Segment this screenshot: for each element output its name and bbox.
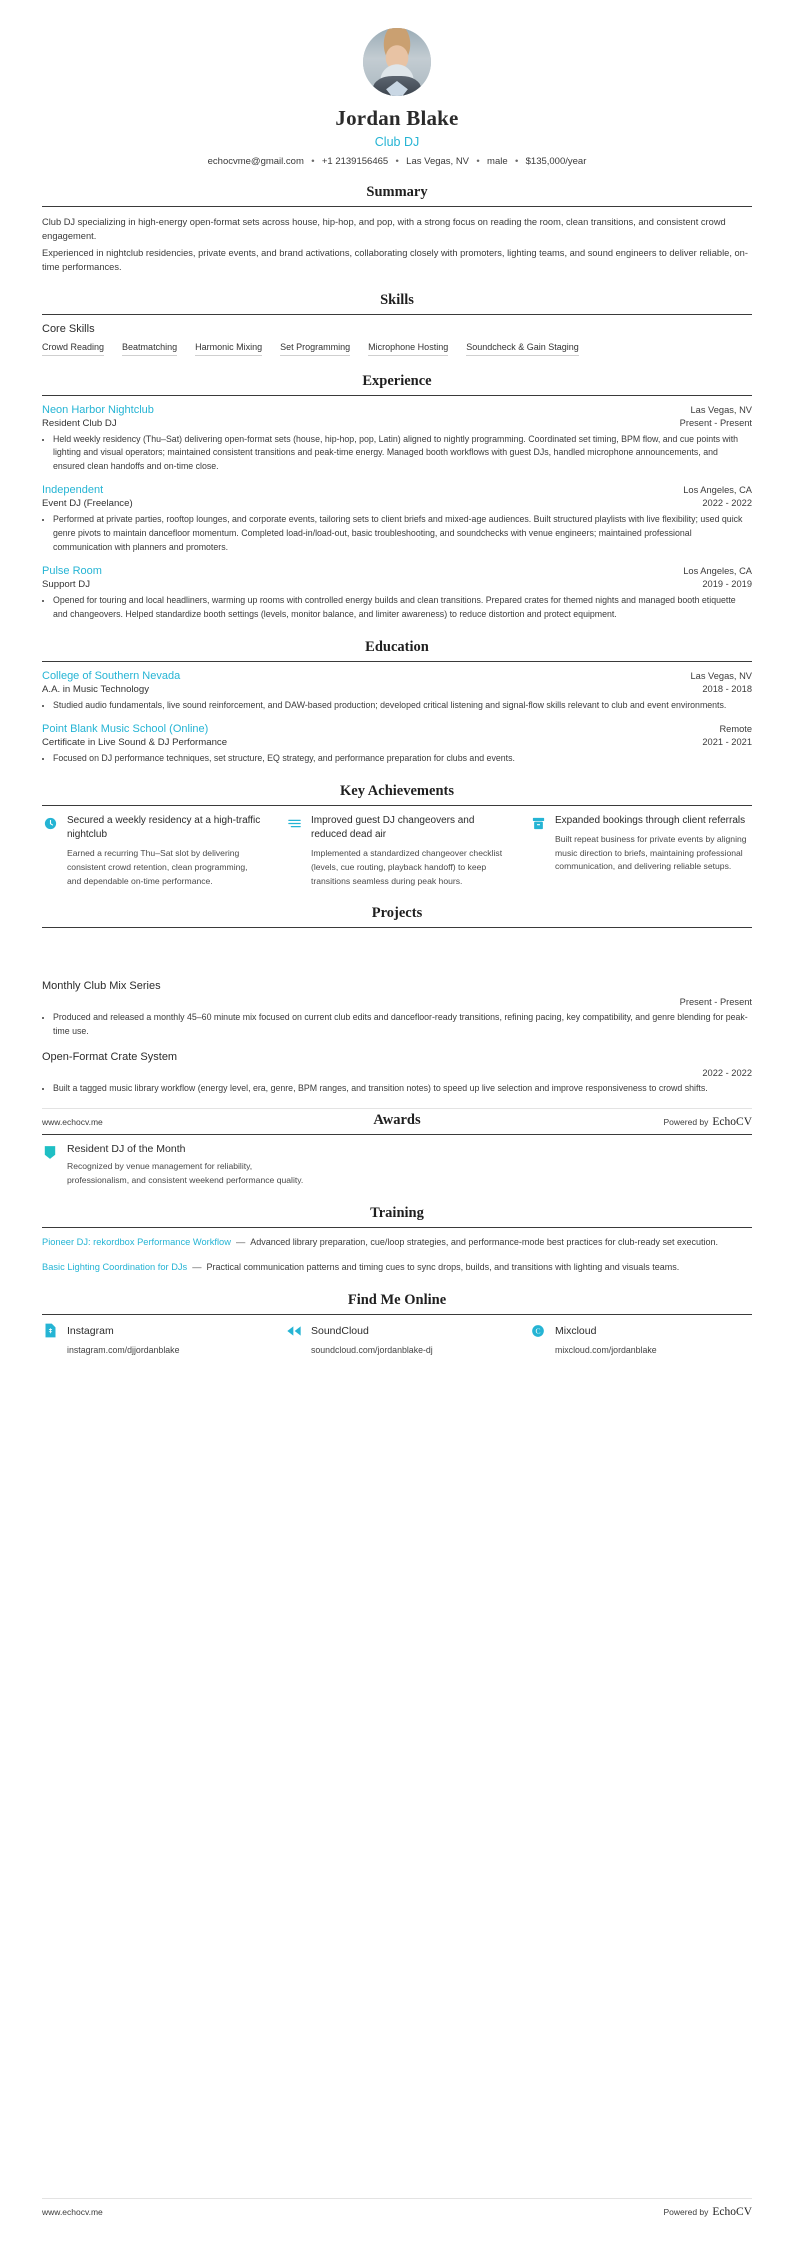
social-links-grid <box>42 1323 752 1355</box>
experience-dates: 2022 - 2022 <box>702 498 752 509</box>
footer-site[interactable]: www.echocv.me <box>42 1117 103 1127</box>
experience-organization[interactable]: Neon Harbor Nightclub <box>42 403 154 416</box>
experience-organization[interactable]: Pulse Room <box>42 565 102 578</box>
experience-role: Support DJ <box>42 579 90 591</box>
training-dash: — <box>235 1237 246 1248</box>
project-entry <box>42 1051 752 1096</box>
bullet-item: • Studied audio fundamentals, live sound reinforcement, and DAW-based production; developed critical listening and signal-flow skills relevant to club and event environments. <box>53 699 752 713</box>
training-description: Advanced library preparation, cue/loop strategies, and performance-mode best practices for club-ready set execution. <box>250 1237 718 1248</box>
social-link-label: Instagram <box>67 1324 114 1337</box>
footer-brand: EchoCV <box>712 1116 752 1128</box>
candidate-name: Jordan Blake <box>335 106 459 130</box>
footer-powered-by <box>664 2206 753 2218</box>
section-title-key-achievements: Key Achievements <box>340 782 454 799</box>
key-achievement-title: Expanded bookings through client referrals <box>555 814 746 826</box>
skill-item: Soundcheck & Gain Staging <box>466 342 579 356</box>
section-title-education: Education <box>365 638 429 655</box>
experience-location: Los Angeles, CA <box>683 485 752 496</box>
training-dash: — <box>192 1262 202 1273</box>
project-bullets <box>42 1011 752 1038</box>
contact-separator: • <box>311 156 315 167</box>
section-title-projects: Projects <box>371 905 423 922</box>
page-footer <box>42 1108 752 1128</box>
section-title-training: Training <box>370 1205 424 1222</box>
experience-entry <box>42 404 752 474</box>
award-title: Resident DJ of the Month <box>67 1143 186 1156</box>
key-achievement-title: Secured a weekly residency at a high-traffic nightclub <box>67 814 261 840</box>
bullet-item: • Opened for touring and local headliners, warming up rooms with controlled energy builds and clean transitions. Prepared crates for themed nights and managed booth etiquette and changeovers. Helped standardize booth settings (levels, monitor balance, and limiter awareness) to reduce distortion and protect equipment. <box>53 594 752 621</box>
contact-location: Las Vegas, NV <box>406 156 470 167</box>
bullet-item: • Produced and released a monthly 45–60 minute mix focused on current club edits and dancefloor-ready transitions, refining pacing, key compatibility, and genre blending for peak-time use. <box>53 1011 752 1038</box>
projects-body <box>42 980 752 1095</box>
social-link-url[interactable]: instagram.com/djjordanblake <box>67 1344 180 1355</box>
section-title-awards: Awards <box>373 1112 421 1129</box>
education-bullets <box>42 752 752 766</box>
section-title-summary: Summary <box>366 184 428 200</box>
section-key-achievements <box>42 783 752 889</box>
section-title-find-me-online: Find Me Online <box>347 1291 447 1308</box>
section-rule <box>42 1314 752 1315</box>
project-dates: 2022 - 2022 <box>702 1067 752 1078</box>
instagram-icon <box>42 1323 58 1339</box>
footer-powered-prefix: Powered by <box>663 1117 709 1127</box>
project-name: Monthly Club Mix Series <box>42 980 161 993</box>
contact-salary: $135,000/year <box>525 156 587 167</box>
experience-bullets <box>42 433 752 474</box>
key-achievement-item <box>42 814 264 889</box>
key-achievements-grid <box>42 814 752 889</box>
section-rule <box>42 805 752 806</box>
contact-gender: male <box>487 156 508 167</box>
svg-text:C: C <box>535 1326 541 1336</box>
project-name: Open-Format Crate System <box>42 1050 178 1063</box>
award-item <box>42 1143 752 1188</box>
bullet-item: • Performed at private parties, rooftop lounges, and corporate events, tailoring sets to client briefs and mixed-age audiences. Built structured playlists with live flexibility; used quick genre pivots to maintain dancefloor momentum. Completed load-in/load-out, basic troubleshooting, and soundchecks with venue engineers; maintained professional communication with planners and promoters. <box>53 513 752 554</box>
key-achievement-item <box>286 814 508 889</box>
social-link-label: SoundCloud <box>311 1324 369 1337</box>
archive-box-icon <box>530 815 547 832</box>
experience-location: Las Vegas, NV <box>690 404 752 415</box>
page-break-spacer <box>42 936 752 980</box>
skill-item: Set Programming <box>280 342 350 356</box>
contact-separator: • <box>476 156 480 167</box>
section-experience <box>42 373 752 622</box>
project-dates: Present - Present <box>679 997 752 1008</box>
experience-entry <box>42 484 752 554</box>
experience-role: Resident Club DJ <box>42 417 117 429</box>
avatar <box>363 28 431 96</box>
skill-item: Beatmatching <box>122 342 177 356</box>
footer-powered-by <box>664 1116 753 1128</box>
experience-bullets <box>42 513 752 554</box>
experience-location: Los Angeles, CA <box>683 566 752 577</box>
soundcloud-icon <box>286 1323 302 1339</box>
experience-role: Event DJ (Freelance) <box>42 498 133 510</box>
education-bullets <box>42 699 752 713</box>
section-rule <box>42 1134 752 1135</box>
bullet-item: • Held weekly residency (Thu–Sat) delivering open-format sets (house, hip-hop, pop, Latin) aligned to nightly programming. Coordinated set timing, BPM flow, and cue points with lighting and visual operators; maintained consistent transitions and peak-time energy. Managed booth workflows with guest DJs, handled microphone announcements, and ensured clean handoffs and on-time close. <box>53 433 752 474</box>
social-link-label: Mixcloud <box>555 1324 597 1337</box>
social-link-item[interactable] <box>42 1323 264 1355</box>
experience-dates: Present - Present <box>679 417 752 428</box>
project-bullets <box>42 1082 752 1096</box>
candidate-role: Club DJ <box>374 135 420 149</box>
skill-item: Harmonic Mixing <box>195 342 262 356</box>
education-location: Remote <box>719 724 752 735</box>
bullet-item: • Built a tagged music library workflow (energy level, era, genre, BPM ranges, and transition notes) to speed up live selection and improve responsiveness to crowd shifts. <box>53 1082 752 1096</box>
key-achievement-text: Earned a recurring Thu–Sat slot by delivering consistent crowd retention, clean programming, and dependable on-time performance. <box>67 848 248 886</box>
skill-item: Microphone Hosting <box>368 342 448 356</box>
training-item <box>42 1236 752 1250</box>
contact-email[interactable]: echocvme@gmail.com <box>207 156 304 167</box>
education-dates: 2021 - 2021 <box>702 737 752 748</box>
education-institution[interactable]: Point Blank Music School (Online) <box>42 723 209 736</box>
skills-group-label: Core Skills <box>42 322 95 335</box>
key-achievement-item <box>530 814 752 889</box>
section-summary <box>42 184 752 275</box>
education-dates: 2018 - 2018 <box>702 683 752 694</box>
footer-brand: EchoCV <box>712 2206 752 2218</box>
training-item <box>42 1261 752 1275</box>
page-footer <box>42 2198 752 2218</box>
project-entry <box>42 980 752 1038</box>
experience-organization[interactable]: Independent <box>42 484 104 497</box>
training-name[interactable]: Pioneer DJ: rekordbox Performance Workflow <box>42 1237 231 1248</box>
experience-bullets <box>42 594 752 621</box>
section-training <box>42 1205 752 1275</box>
section-rule <box>42 206 752 207</box>
education-location: Las Vegas, NV <box>690 670 752 681</box>
experience-dates: 2019 - 2019 <box>702 579 752 590</box>
key-achievement-title: Improved guest DJ changeovers and reduced dead air <box>311 814 475 840</box>
skill-item: Crowd Reading <box>42 342 104 356</box>
section-skills <box>42 292 752 356</box>
badge-icon <box>42 1144 58 1160</box>
summary-paragraph: Club DJ specializing in high-energy open-format sets across house, hip-hop, and pop, with a strong focus on reading the room, clean transitions, and consistent crowd engagement. <box>42 217 726 242</box>
mixcloud-icon <box>530 1323 546 1339</box>
section-find-me-online <box>42 1292 752 1355</box>
section-education <box>42 639 752 766</box>
summary-paragraph: Experienced in nightclub residencies, private events, and brand activations, collaborating closely with promoters, lighting teams, and sound engineers to deliver reliable, on-time performances. <box>42 248 748 273</box>
contact-phone[interactable]: +1 2139156465 <box>321 156 389 167</box>
education-degree: A.A. in Music Technology <box>42 683 150 695</box>
education-institution[interactable]: College of Southern Nevada <box>42 669 181 682</box>
social-link-item[interactable] <box>530 1323 752 1355</box>
section-title-experience: Experience <box>362 372 432 389</box>
education-entry <box>42 723 752 766</box>
footer-site[interactable]: www.echocv.me <box>42 2207 103 2217</box>
section-rule <box>42 927 752 928</box>
bullet-item: • Focused on DJ performance techniques, set structure, EQ strategy, and performance preparation for clubs and events. <box>53 752 752 766</box>
section-rule <box>42 395 752 396</box>
section-title-skills: Skills <box>380 291 414 308</box>
training-description: Practical communication patterns and timing cues to sync drops, builds, and transitions with lighting and visuals teams. <box>206 1262 680 1273</box>
experience-entry <box>42 565 752 621</box>
award-text: Recognized by venue management for reliability, professionalism, and consistent weekend performance quality. <box>67 1161 304 1186</box>
social-link-url[interactable]: mixcloud.com/jordanblake <box>555 1344 657 1355</box>
key-achievement-text: Implemented a standardized changeover checklist (levels, cue routing, playback handoff) to keep transitions seamless during peak hours. <box>311 848 503 886</box>
contact-separator: • <box>395 156 399 167</box>
education-entry <box>42 670 752 713</box>
section-rule <box>42 314 752 315</box>
footer-powered-prefix: Powered by <box>663 2207 709 2217</box>
key-achievement-text: Built repeat business for private events by aligning music direction to briefs, maintaining professional communication, and delivering reliable setups. <box>555 833 747 872</box>
social-link-item[interactable] <box>286 1323 508 1355</box>
contact-separator: • <box>514 156 519 167</box>
clock-icon <box>42 815 59 832</box>
training-name[interactable]: Basic Lighting Coordination for DJs <box>42 1262 188 1273</box>
skills-list <box>42 342 752 356</box>
education-degree: Certificate in Live Sound & DJ Performance <box>42 737 228 749</box>
social-link-url[interactable]: soundcloud.com/jordanblake-dj <box>311 1344 433 1355</box>
section-rule <box>42 661 752 662</box>
contact-list <box>42 156 752 167</box>
section-rule <box>42 1227 752 1228</box>
resume-header <box>42 0 752 167</box>
sliders-icon <box>286 815 303 832</box>
section-projects <box>42 905 752 928</box>
